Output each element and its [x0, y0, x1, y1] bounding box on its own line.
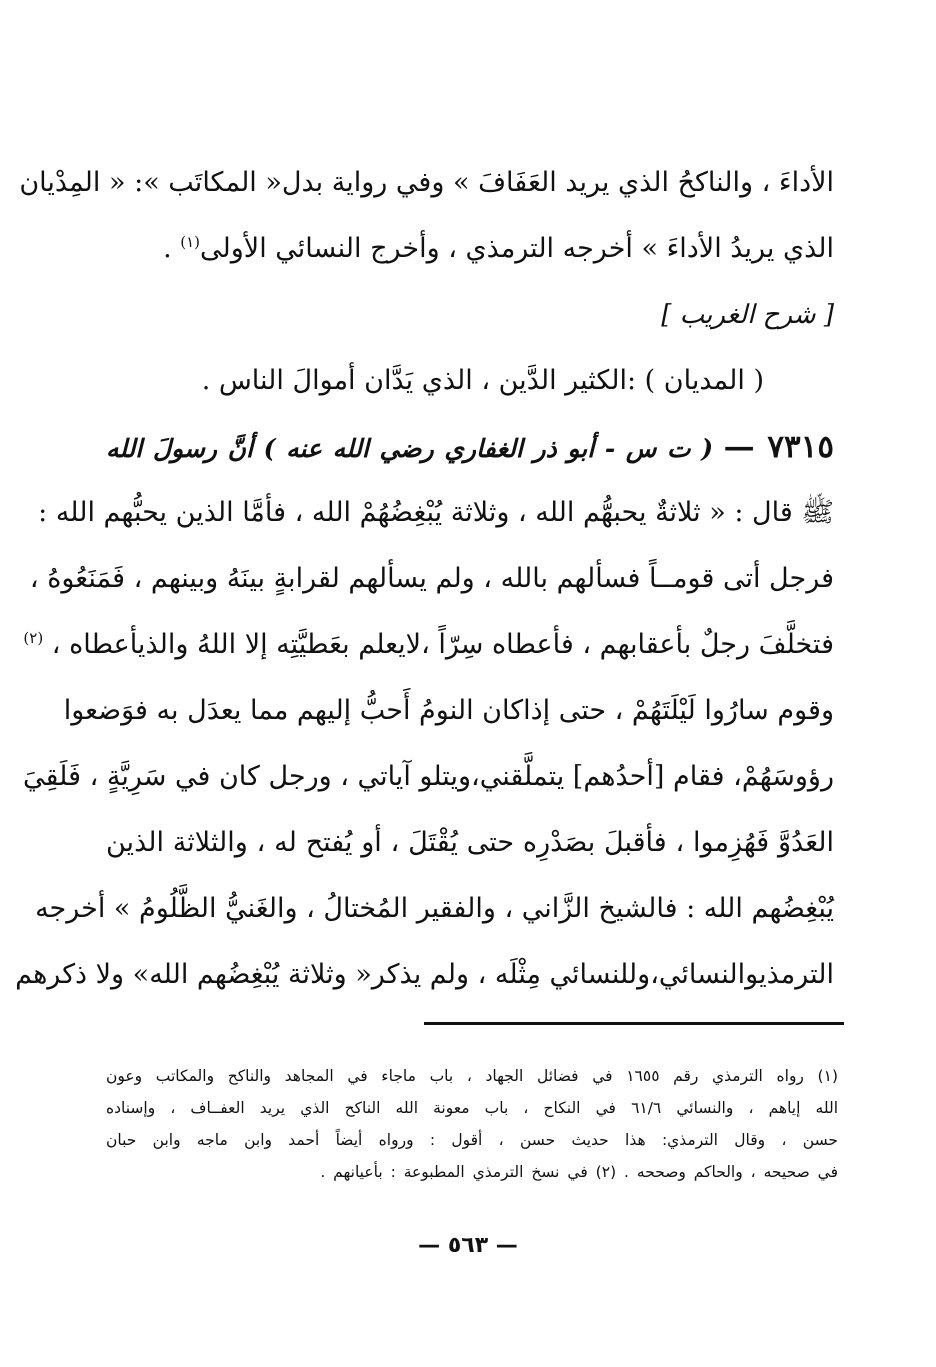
- text-line-1: الأداءَ ، والناكحُ الذي يريد العَفَافَ » وفي رواية بدل« المكاتَب »: « المِدْيان: [19, 167, 834, 198]
- footnote-line-2: الله إياهم ، والنسائي ٦١/٦ في النكاح ، باب معونة الله الناكح الذي يريد العفــاف ، وإسناده: [106, 1099, 838, 1117]
- hadith-header-line: [106, 414, 834, 480]
- text-line-2: [106, 216, 834, 282]
- text-line-11: العَدُوَّ فَهُزِموا ، فأقبلَ بصَدْرِه حتى يُقْتَلَ ، أو يُفتح له ، والثلاثة الذين: [106, 827, 834, 858]
- definition-line: ( المديان ) :الكثير الدَّين ، الذي يَدَّان أموالَ الناس .: [201, 365, 764, 396]
- text-line-2-content: الذي يريدُ الأداءَ » أخرجه الترمذي ، وأخرج النسائي الأولى: [200, 233, 834, 264]
- sentence-period: .: [163, 233, 172, 264]
- text-line-12: يُبْغِضُهم الله : فالشيخ الزَّاني ، والفقير المُختالُ ، والغَنيُّ الظَّلُومُ » أخرجه: [35, 893, 834, 924]
- footnote-line-4: في صحيحه ، والحاكم وصححه . (٢) في نسخ الترمذي المطبوعة : بأعيانهم .: [320, 1163, 838, 1181]
- footnote-line-3: حسن ، وقال الترمذي: هذا حديث حسن ، أقول : ورواه أيضاً أحمد وابن ماجه وابن حبان: [106, 1131, 838, 1149]
- text-line-13: الترمذيوالنسائي،وللنسائي مِثْلَه ، ولم يذكر« وثلاثة يُبْغِضُهم الله» ولا ذكرهم: [15, 959, 834, 990]
- text-line-8: [23, 612, 834, 678]
- text-line-8-content: فتخلَّفَ رجلٌ بأعقابهم ، فأعطاه سِرّاً ،لايعلم بعَطيَّتِه إلا اللهُ والذيأعطاه ،: [51, 629, 834, 660]
- text-line-7: فرجل أتى قومــاً فسألهم بالله ، ولم يسألهم لقرابةٍ بينَهُ وبينهم ، فَمَنَعُوهُ ،: [29, 563, 834, 594]
- text-line-6: ﷺ قال : « ثلاثةٌ يحبهُّم الله ، وثلاثة يُبْغِضُهُمْ الله ، فأمَّا الذين يحبُّهم الله :: [38, 497, 834, 528]
- footnote-ref-1: (١): [180, 233, 201, 251]
- text-line-9: وقوم سارُوا لَيْلَتَهُمْ ، حتى إذاكان النومُ أَحبُّ إليهم مما يعدَل به فوَضعوا: [63, 695, 834, 726]
- footnote-divider: [424, 1022, 844, 1025]
- text-line-10: رؤوسَهُمْ، فقام [أحدُهم] يتملَّقني،ويتلو آياتي ، ورجل كان في سَرِيَّةٍ ، فَلَقِيَ: [23, 761, 834, 792]
- footnote-line-1: (١) رواه الترمذي رقم ١٦٥٥ في فضائل الجهاد ، باب ماجاء في المجاهد والناكح والمكاتب وعون: [106, 1067, 838, 1085]
- hadith-source: ( ت س - أبو ذر الغفاري رضي الله عنه ) أنَّ رسولَ الله: [106, 434, 714, 463]
- page-number: — ٥٦٣ —: [418, 1233, 518, 1258]
- hadith-number: ٧٣١٥ —: [723, 429, 834, 465]
- section-heading-gharib: [ شرح الغريب ]: [661, 300, 834, 330]
- main-text: [15, 150, 834, 1008]
- footnotes: [106, 1060, 838, 1188]
- footnote-ref-2: (٢): [23, 629, 44, 647]
